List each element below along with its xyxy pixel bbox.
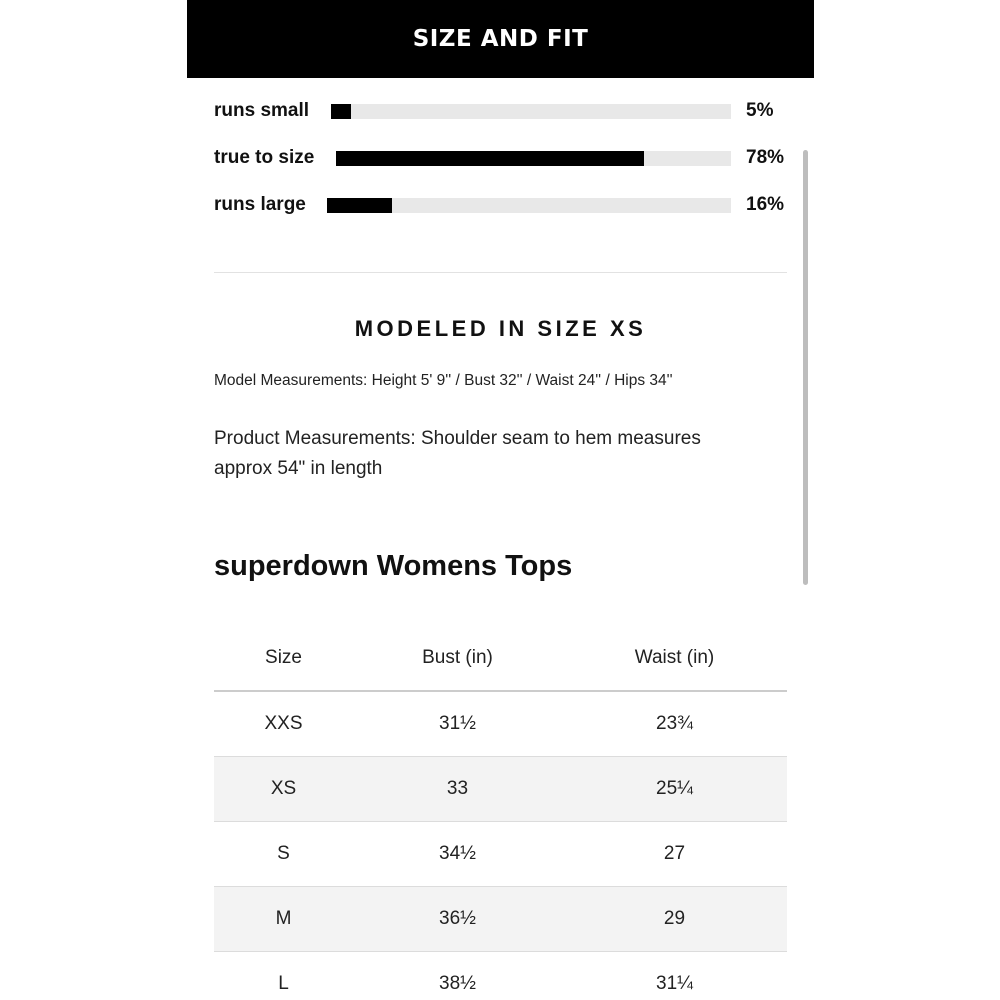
- table-row: [214, 691, 787, 757]
- table-row: [214, 887, 787, 952]
- fit-bar-fill: [336, 151, 644, 166]
- size-cell: M: [214, 887, 353, 952]
- bust-cell: 36½: [353, 887, 562, 952]
- size-chart-table: [214, 626, 787, 1000]
- column-header-waist: Waist (in): [562, 626, 787, 691]
- fit-bar-fill: [331, 104, 351, 119]
- size-cell: S: [214, 822, 353, 887]
- waist-cell: 25¼: [562, 757, 787, 822]
- fit-label: runs large: [214, 194, 306, 215]
- table-row: [214, 757, 787, 822]
- vertical-scrollbar[interactable]: [803, 150, 808, 585]
- size-cell: XS: [214, 757, 353, 822]
- fit-bar-track: [327, 198, 731, 213]
- waist-cell: 31¼: [562, 952, 787, 1000]
- header-bar: [187, 0, 814, 78]
- fit-bar-fill: [327, 198, 392, 213]
- fit-bar-track: [336, 151, 731, 166]
- bust-cell: 38½: [353, 952, 562, 1000]
- table-row: [214, 952, 787, 1000]
- fit-percent: 16%: [746, 194, 785, 215]
- fit-row-runs-large: [214, 192, 794, 218]
- fit-bar-track: [331, 104, 731, 119]
- bust-cell: 31½: [353, 691, 562, 757]
- section-divider: [214, 272, 787, 273]
- table-header-row: [214, 626, 787, 691]
- column-header-size: Size: [214, 626, 353, 691]
- fit-label: runs small: [214, 100, 310, 121]
- product-measurements-text: Product Measurements: Shoulder seam to hem measures approx 54" in length: [214, 428, 701, 479]
- fit-row-runs-small: [214, 98, 794, 124]
- fit-percent: 5%: [746, 100, 774, 121]
- waist-cell: 29: [562, 887, 787, 952]
- bust-cell: 34½: [353, 822, 562, 887]
- size-cell: L: [214, 952, 353, 1000]
- column-header-bust: Bust (in): [353, 626, 562, 691]
- model-measurements-text: Model Measurements: Height 5' 9'' / Bust 32'' / Waist 24'' / Hips 34'': [214, 372, 673, 389]
- fit-row-true-to-size: [214, 145, 794, 171]
- modeled-size-heading: MODELED IN SIZE XS: [354, 316, 647, 341]
- table-row: [214, 822, 787, 887]
- waist-cell: 27: [562, 822, 787, 887]
- size-cell: XXS: [214, 691, 353, 757]
- size-chart-title: superdown Womens Tops: [214, 550, 573, 582]
- fit-percent: 78%: [746, 147, 785, 168]
- panel-title: SIZE AND FIT: [412, 26, 589, 52]
- waist-cell: 23¾: [562, 691, 787, 757]
- fit-label: true to size: [214, 147, 315, 168]
- bust-cell: 33: [353, 757, 562, 822]
